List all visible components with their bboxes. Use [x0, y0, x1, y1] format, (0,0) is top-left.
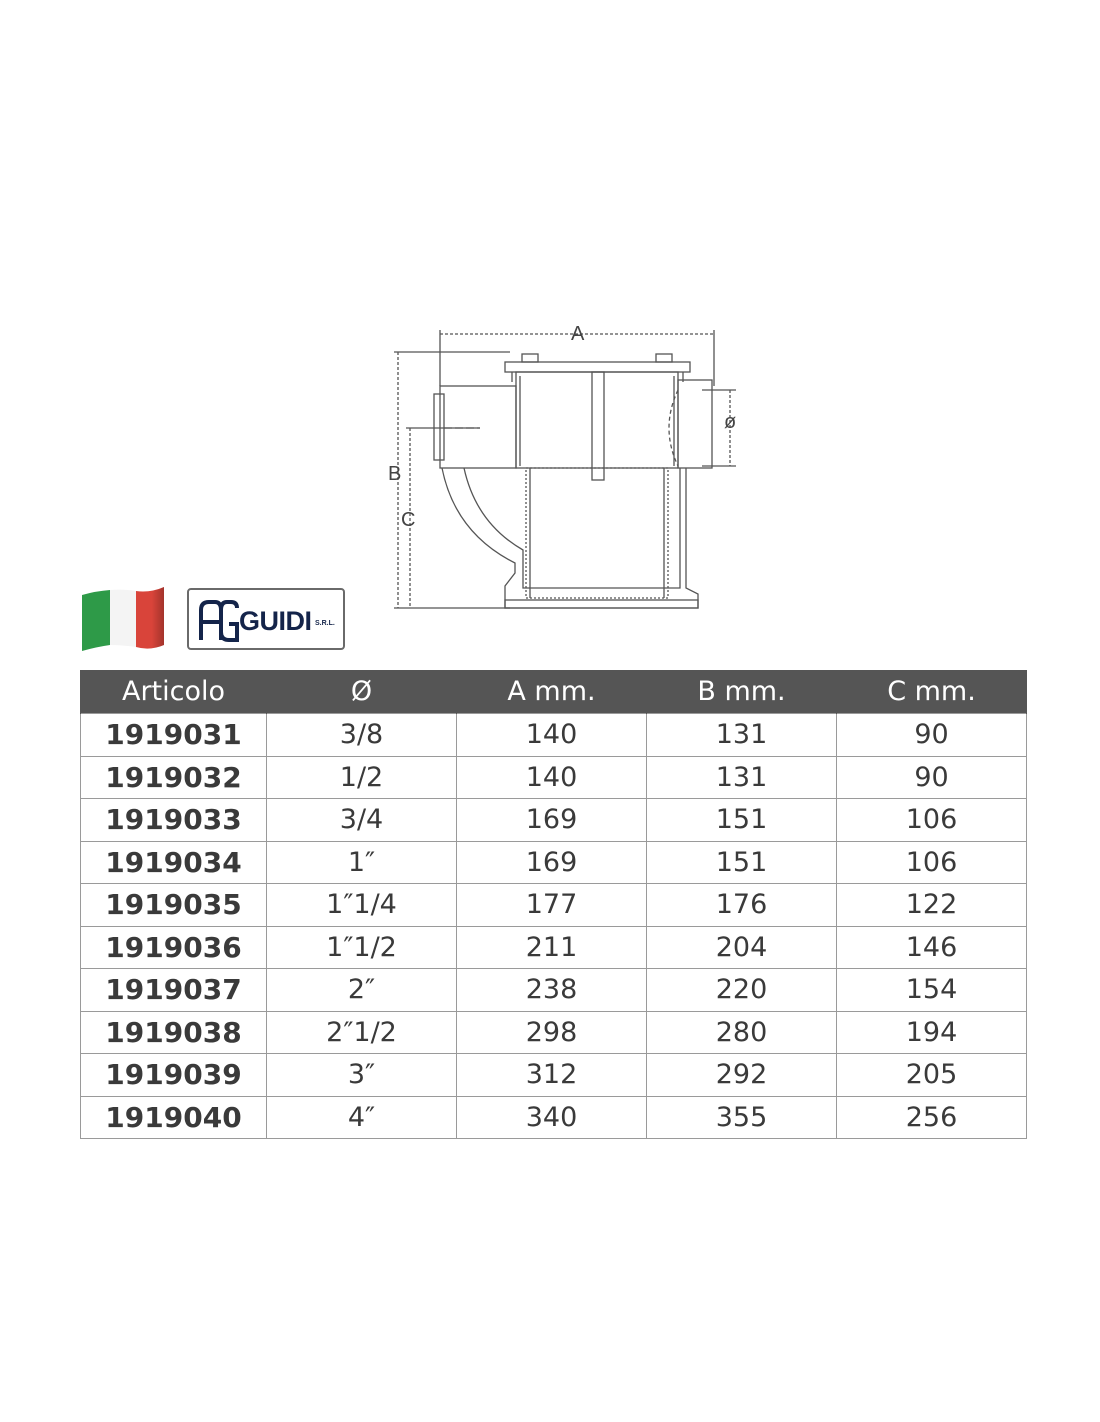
cell-diameter: 2″ — [267, 969, 457, 1012]
dim-label-c: C — [401, 509, 416, 531]
cell-a: 312 — [457, 1054, 647, 1097]
cell-b: 151 — [647, 841, 837, 884]
cell-b: 204 — [647, 926, 837, 969]
cell-c: 122 — [837, 884, 1027, 927]
technical-drawing — [380, 318, 760, 618]
table-row — [81, 756, 1027, 799]
header-b: B mm. — [647, 670, 837, 714]
table-row — [81, 714, 1027, 757]
cell-a: 140 — [457, 756, 647, 799]
cell-diameter: 3″ — [267, 1054, 457, 1097]
cell-b: 292 — [647, 1054, 837, 1097]
cell-diameter: 1/2 — [267, 756, 457, 799]
cell-diameter: 3/4 — [267, 799, 457, 842]
cell-articolo: 1919038 — [81, 1011, 267, 1054]
cell-articolo: 1919032 — [81, 756, 267, 799]
cell-a: 169 — [457, 799, 647, 842]
cell-articolo: 1919034 — [81, 841, 267, 884]
cell-c: 194 — [837, 1011, 1027, 1054]
cell-a: 211 — [457, 926, 647, 969]
cell-b: 151 — [647, 799, 837, 842]
cell-a: 298 — [457, 1011, 647, 1054]
table-header-row — [81, 670, 1027, 714]
header-diameter: Ø — [267, 670, 457, 714]
cell-c: 90 — [837, 756, 1027, 799]
cell-a: 177 — [457, 884, 647, 927]
table-row — [81, 1011, 1027, 1054]
cell-diameter: 1″1/4 — [267, 884, 457, 927]
brand-name: GUIDI — [239, 606, 312, 636]
table-row — [81, 841, 1027, 884]
ag-monogram-icon — [197, 598, 241, 642]
cell-b: 131 — [647, 714, 837, 757]
cell-a: 238 — [457, 969, 647, 1012]
cell-diameter: 1″ — [267, 841, 457, 884]
cell-articolo: 1919037 — [81, 969, 267, 1012]
cell-c: 205 — [837, 1054, 1027, 1097]
cell-articolo: 1919033 — [81, 799, 267, 842]
cell-diameter: 4″ — [267, 1096, 457, 1139]
cell-b: 355 — [647, 1096, 837, 1139]
cell-c: 90 — [837, 714, 1027, 757]
cell-c: 106 — [837, 841, 1027, 884]
cell-articolo: 1919039 — [81, 1054, 267, 1097]
cell-c: 154 — [837, 969, 1027, 1012]
cell-b: 131 — [647, 756, 837, 799]
cell-b: 280 — [647, 1011, 837, 1054]
table-row — [81, 1096, 1027, 1139]
dim-label-b: B — [388, 463, 402, 485]
table-row — [81, 884, 1027, 927]
dim-label-diameter: ø — [724, 411, 737, 433]
cell-diameter: 3/8 — [267, 714, 457, 757]
cell-c: 106 — [837, 799, 1027, 842]
cell-c: 256 — [837, 1096, 1027, 1139]
cell-articolo: 1919036 — [81, 926, 267, 969]
table-row — [81, 1054, 1027, 1097]
cell-b: 220 — [647, 969, 837, 1012]
cell-a: 169 — [457, 841, 647, 884]
cell-c: 146 — [837, 926, 1027, 969]
dim-label-a: A — [571, 323, 585, 345]
cell-articolo: 1919031 — [81, 714, 267, 757]
table-row — [81, 926, 1027, 969]
header-a: A mm. — [457, 670, 647, 714]
brand-logo — [187, 588, 345, 650]
spec-table — [80, 670, 1027, 1139]
header-articolo: Articolo — [81, 670, 267, 714]
cell-b: 176 — [647, 884, 837, 927]
cell-a: 140 — [457, 714, 647, 757]
table-row — [81, 799, 1027, 842]
cell-articolo: 1919040 — [81, 1096, 267, 1139]
cell-diameter: 2″1/2 — [267, 1011, 457, 1054]
header-c: C mm. — [837, 670, 1027, 714]
table-row — [81, 969, 1027, 1012]
cell-articolo: 1919035 — [81, 884, 267, 927]
italy-flag-icon — [78, 585, 173, 655]
brand-suffix: S.R.L. — [315, 620, 335, 627]
cell-diameter: 1″1/2 — [267, 926, 457, 969]
cell-a: 340 — [457, 1096, 647, 1139]
